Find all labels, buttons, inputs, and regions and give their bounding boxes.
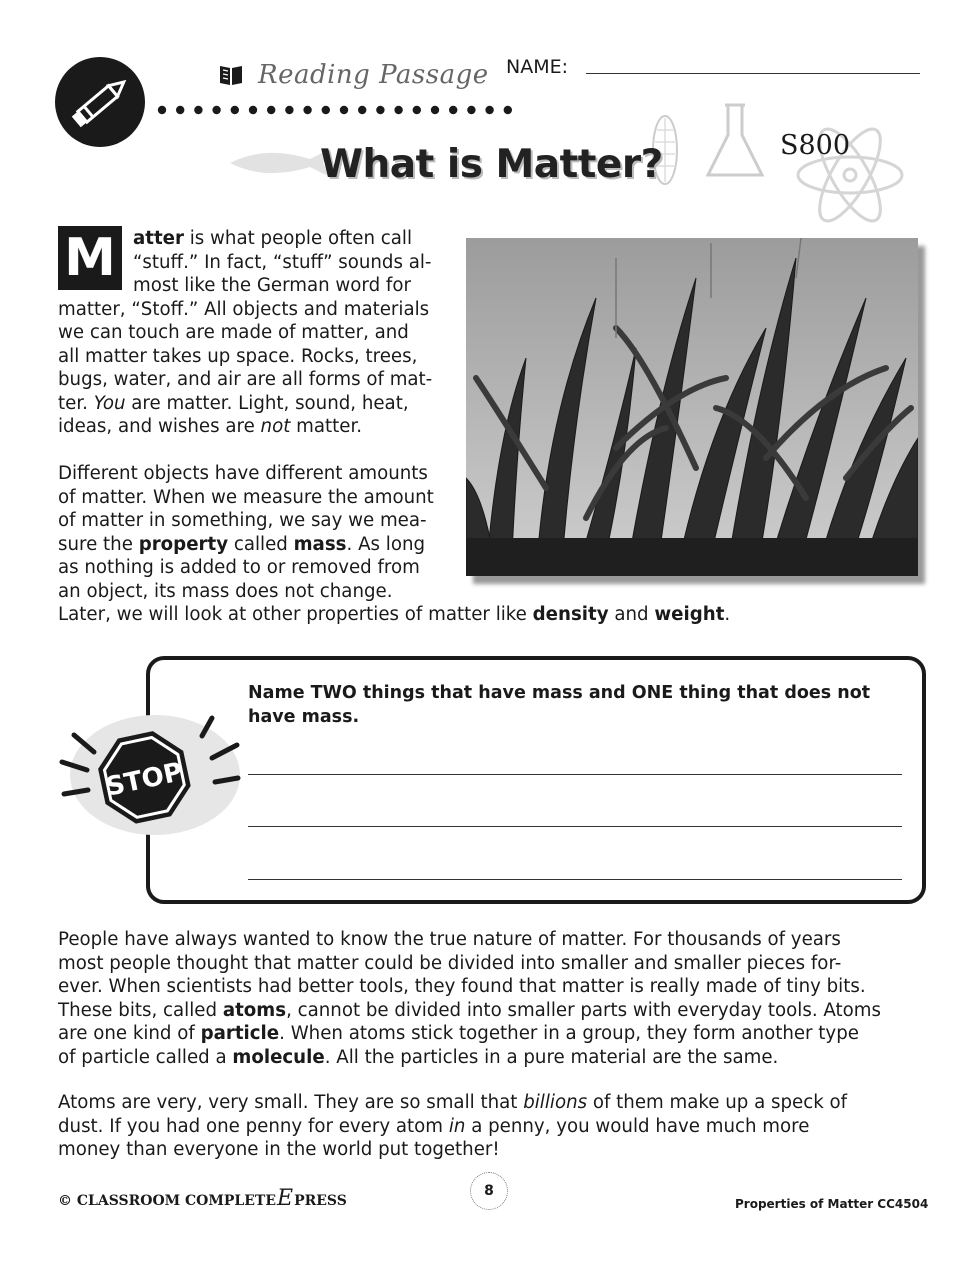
bold-term: molecule [232, 1046, 325, 1068]
italic-term: You [93, 392, 126, 414]
divider-dot [504, 106, 512, 114]
divider-dot [176, 106, 184, 114]
divider-dot [449, 106, 457, 114]
text-run: matter. [290, 416, 363, 437]
text-line [58, 975, 928, 999]
text-run: called [228, 533, 294, 555]
name-label: NAME: [506, 56, 569, 78]
divider-dot [413, 106, 421, 114]
text-line [58, 1115, 928, 1139]
bold-term: weight [654, 604, 725, 625]
text-run: , cannot be divided into smaller parts with everyday tools. Atoms [286, 999, 881, 1021]
text-run: most like the German word for [133, 275, 411, 296]
text-run: all matter takes up space. Rocks, trees, [58, 345, 418, 367]
name-input-line[interactable] [586, 73, 920, 74]
text-run: People have always wanted to know the true nature of matter. For thousands of years [58, 929, 841, 950]
text-run: bugs, water, and air are all forms of mat- [58, 369, 433, 390]
book-icon [218, 62, 244, 88]
text-run: are matter. Light, sound, heat, [125, 392, 409, 414]
text-run: of them make up a speck of [587, 1092, 848, 1113]
divider-dot [322, 106, 330, 114]
bold-term: atoms [222, 999, 287, 1021]
divider-dot [358, 106, 366, 114]
bold-term: particle [200, 1023, 280, 1044]
pencil-icon [55, 57, 145, 147]
text-line [58, 1022, 928, 1046]
book-title: Properties of Matter CC4504 [735, 1197, 929, 1211]
text-line [58, 251, 458, 275]
bold-term: atter [133, 228, 184, 249]
text-run: we can touch are made of matter, and [58, 322, 409, 343]
text-run: Later, we will look at other properties of matter like [58, 604, 533, 625]
lexile-level: S800 [780, 130, 851, 161]
text-line [58, 556, 778, 580]
page-number: 8 [470, 1172, 508, 1210]
text-run: a penny, you would have much more [465, 1115, 810, 1137]
text-line [58, 345, 458, 369]
text-run: ever. When scientists had better tools, they found that matter is really made of tiny bits. [58, 976, 866, 997]
mass-paragraph [58, 462, 778, 627]
text-line [58, 298, 458, 322]
text-run: is what people often call [183, 228, 413, 249]
text-run: as nothing is added to or removed from [58, 557, 420, 578]
bold-term: density [532, 604, 609, 625]
text-run: an object, its mass does not change. [58, 580, 393, 602]
intro-paragraph [58, 227, 458, 439]
flask-icon [700, 95, 770, 185]
text-line [58, 415, 458, 439]
text-run: . When atoms stick together in a group, they form another type [279, 1023, 859, 1044]
publisher-logo-letter: E [277, 1186, 294, 1211]
text-run: of matter in something, we say we mea- [58, 510, 427, 531]
text-run: . All the particles in a pure material are the same. [324, 1046, 779, 1068]
italic-term: in [448, 1115, 466, 1137]
text-run: “stuff.” In fact, “stuff” sounds al- [133, 251, 432, 273]
text-run: of matter. When we measure the amount [58, 486, 434, 508]
divider-dot [303, 106, 311, 114]
divider-dot [485, 106, 493, 114]
italic-term: billions [523, 1092, 588, 1113]
text-line [58, 952, 928, 976]
divider-dot [340, 106, 348, 114]
text-run: Atoms are very, very small. They are so small that [58, 1092, 524, 1113]
divider-dot [158, 106, 166, 114]
divider-dot [431, 106, 439, 114]
text-line [58, 509, 778, 533]
answer-line-2[interactable] [248, 826, 902, 827]
section-label: Reading Passage [258, 60, 489, 90]
text-line [58, 928, 928, 952]
divider-dot [212, 106, 220, 114]
text-line [58, 486, 778, 510]
text-line [58, 368, 458, 392]
page-title: What is Matter? [320, 142, 663, 187]
text-run: money than everyone in the world put together! [58, 1139, 500, 1160]
text-run: . [724, 604, 731, 625]
stop-sign-icon [52, 700, 252, 850]
fish-icon [225, 143, 335, 183]
divider-dot [231, 106, 239, 114]
text-line [58, 533, 778, 557]
text-line [58, 999, 928, 1023]
text-run: sure the [58, 533, 139, 555]
text-run: ter. [58, 392, 94, 414]
dotted-divider [156, 103, 512, 117]
text-line [58, 274, 458, 298]
publisher-left: © CLASSROOM COMPLETE [58, 1193, 276, 1209]
text-run: of particle called a [58, 1046, 233, 1068]
divider-dot [267, 106, 275, 114]
answer-line-3[interactable] [248, 879, 902, 880]
text-line [58, 1138, 928, 1162]
stop-sign-text: STOP [103, 757, 186, 803]
bold-term: mass [293, 533, 347, 555]
publisher-logo [58, 1186, 347, 1211]
text-run: and [608, 604, 655, 625]
drop-cap: M [58, 226, 122, 290]
bold-term: property [138, 533, 229, 555]
stop-question: Name TWO things that have mass and ONE thing that does not have mass. [248, 683, 871, 727]
text-run: ideas, and wishes are [58, 416, 261, 437]
divider-dot [394, 106, 402, 114]
text-line [58, 603, 778, 627]
text-run: dust. If you had one penny for every atom [58, 1115, 449, 1137]
text-line [58, 392, 458, 416]
text-run: Different objects have different amounts [58, 463, 428, 484]
pencil-badge [55, 57, 145, 147]
text-run: matter, “Stoff.” All objects and materials [58, 298, 430, 320]
text-line [58, 1046, 928, 1070]
divider-dot [194, 106, 202, 114]
text-line [58, 321, 458, 345]
divider-dot [467, 106, 475, 114]
divider-dot [376, 106, 384, 114]
text-line [58, 462, 778, 486]
text-run: . As long [346, 533, 426, 555]
italic-term: not [260, 416, 291, 437]
text-line [58, 580, 778, 604]
text-run: are one kind of [58, 1023, 201, 1044]
atoms-paragraph [58, 928, 928, 1069]
small-paragraph [58, 1091, 928, 1162]
divider-dot [285, 106, 293, 114]
divider-dot [249, 106, 257, 114]
publisher-right: PRESS [294, 1193, 347, 1209]
text-line [58, 1091, 928, 1115]
text-run: most people thought that matter could be divided into smaller and smaller pieces for- [58, 952, 842, 974]
answer-line-1[interactable] [248, 774, 902, 775]
text-run: These bits, called [58, 999, 223, 1021]
text-line [58, 227, 458, 251]
